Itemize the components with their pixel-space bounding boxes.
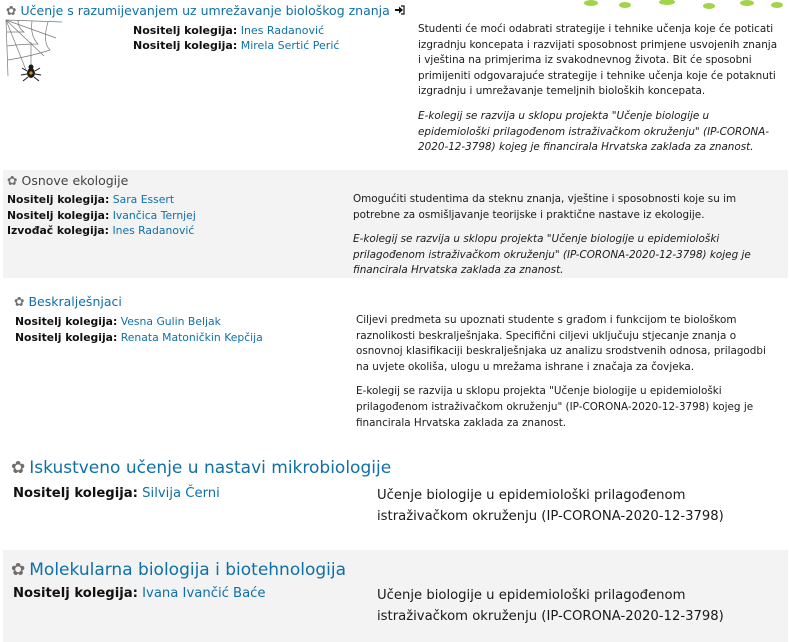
summary-text: Ciljevi predmeta su upoznati studente s građom i funkcijom te biološkom raznolikosti beskralješnjaka. Specifični ciljevi uključuju stjecanje znanja o osnovnoj klasifikaciji beskralješnjaka uz analizu srodstvenih odnosa, prilagodbi na uvjete okoliša, ulogu u mrežama ishrane i značaja za čovjeka. <box>356 314 766 373</box>
course-box <box>3 450 788 540</box>
summary-text: Učenje biologije u epidemiološki prilagođenom istraživačkom okruženju (IP-CORONA-2020-12-3798) <box>377 588 724 624</box>
course-title-link[interactable]: Beskralješnjaci <box>28 294 122 309</box>
teacher-list <box>13 586 266 601</box>
course-title-link[interactable]: Iskustveno učenje u nastavi mikrobiologije <box>29 458 392 478</box>
course-icon: ✿ <box>7 173 18 188</box>
teacher-list <box>15 314 263 345</box>
course-box <box>3 550 788 642</box>
course-icon: ✿ <box>11 458 26 478</box>
course-title-row <box>7 173 128 188</box>
teacher-link[interactable]: Sara Essert <box>112 193 175 206</box>
summary-project-note: E-kolegij se razvija u sklopu projekta "Učenje biologije u epidemiološki prilagođenom istraživačkom okruženju" (IP-CORONA-2020-12-3798) kojeg je financirala Hrvatska zaklada za znanost. <box>418 109 770 154</box>
teacher-role: Nositelj kolegija: <box>7 208 110 222</box>
teacher-role: Nositelj kolegija: <box>15 330 118 344</box>
course-title-row <box>11 458 391 478</box>
spider-web-icon <box>4 16 64 84</box>
teacher-link[interactable]: Ivana Ivančić Baće <box>142 586 266 601</box>
teacher-role: Nositelj kolegija: <box>133 39 238 52</box>
course-title-row <box>14 294 122 309</box>
course-title-row <box>6 3 405 18</box>
course-icon: ✿ <box>14 294 25 309</box>
teacher-role: Nositelj kolegija: <box>13 586 138 601</box>
course-title-row <box>11 560 346 580</box>
summary-project-note: E-kolegij se razvija u sklopu projekta "Učenje biologije u epidemiološki prilagođenom istraživačkom okruženju" (IP-CORONA-2020-12-3798) kojeg je financirala Hrvatska zaklada za znanost. <box>353 233 751 277</box>
course-icon: ✿ <box>11 560 26 580</box>
teacher-link[interactable]: Mirela Sertić Perić <box>240 39 340 52</box>
leaves-decoration-icon <box>579 0 789 12</box>
teacher-row <box>15 330 263 346</box>
teacher-link[interactable]: Renata Matoničkin Kepčija <box>120 330 263 344</box>
course-summary <box>377 585 777 627</box>
course-summary <box>377 485 777 527</box>
teacher-link[interactable]: Silvija Černi <box>142 486 220 501</box>
teacher-link[interactable]: Vesna Gulin Beljak <box>120 315 221 328</box>
teacher-row <box>13 586 266 601</box>
teacher-row <box>133 38 339 53</box>
teacher-row <box>7 192 196 208</box>
teacher-row <box>7 223 196 239</box>
summary-text: Učenje biologije u epidemiološki prilagođenom istraživačkom okruženju (IP-CORONA-2020-12-3798) <box>377 488 724 524</box>
course-title-link[interactable]: Učenje s razumijevanjem uz umrežavanje biološkog znanja <box>20 3 390 18</box>
teacher-link[interactable]: Ines Radanović <box>240 24 325 37</box>
course-box <box>0 0 789 158</box>
course-icon: ✿ <box>6 3 17 18</box>
teacher-row <box>7 208 196 224</box>
course-summary <box>418 22 778 156</box>
teacher-list <box>133 23 339 53</box>
teacher-role: Nositelj kolegija: <box>15 315 118 328</box>
enrol-login-icon[interactable] <box>394 3 405 18</box>
teacher-link[interactable]: Ivančica Ternjej <box>112 208 196 222</box>
course-title-link[interactable]: Molekularna biologija i biotehnologija <box>29 560 347 580</box>
summary-project-note: E-kolegij se razvija u sklopu projekta "Učenje biologije u epidemiološki prilagođenom istraživačkom okruženju" (IP-CORONA-2020-12-3798) kojeg je financirala Hrvatska zaklada za znanost. <box>356 385 754 429</box>
teacher-row <box>15 314 263 330</box>
course-summary <box>353 192 758 279</box>
teacher-link[interactable]: Ines Radanović <box>112 224 195 237</box>
teacher-role: Nositelj kolegija: <box>13 486 138 501</box>
teacher-row <box>133 23 339 38</box>
teacher-role: Izvođač kolegija: <box>7 224 109 237</box>
summary-text: Omogućiti studentima da steknu znanja, vještine i sposobnosti koje su im potrebne za osmišljavanje teorijske i praktične nastave iz ekologije. <box>353 193 737 221</box>
teacher-role: Nositelj kolegija: <box>133 24 238 37</box>
course-title-link[interactable]: Osnove ekologije <box>21 173 129 188</box>
summary-text: Studenti će moći odabrati strategije i tehnike učenja koje će poticati izgradnju koncepata i razvijati sposobnost primjene usvojenih znanja i vještina na primjerima iz svakodnevnog života. Bit će sposobni primijeniti odgovarajuće strategije i tehnike učenja koje će potaknuti izgradnju i umrežavanje temeljnih bioloških koncepata. <box>418 23 778 98</box>
teacher-row <box>13 486 220 501</box>
course-box <box>0 285 789 435</box>
teacher-role: Nositelj kolegija: <box>7 193 110 206</box>
teacher-list <box>7 192 196 239</box>
teacher-list <box>13 486 220 501</box>
course-box <box>3 170 788 278</box>
course-summary <box>356 313 766 431</box>
